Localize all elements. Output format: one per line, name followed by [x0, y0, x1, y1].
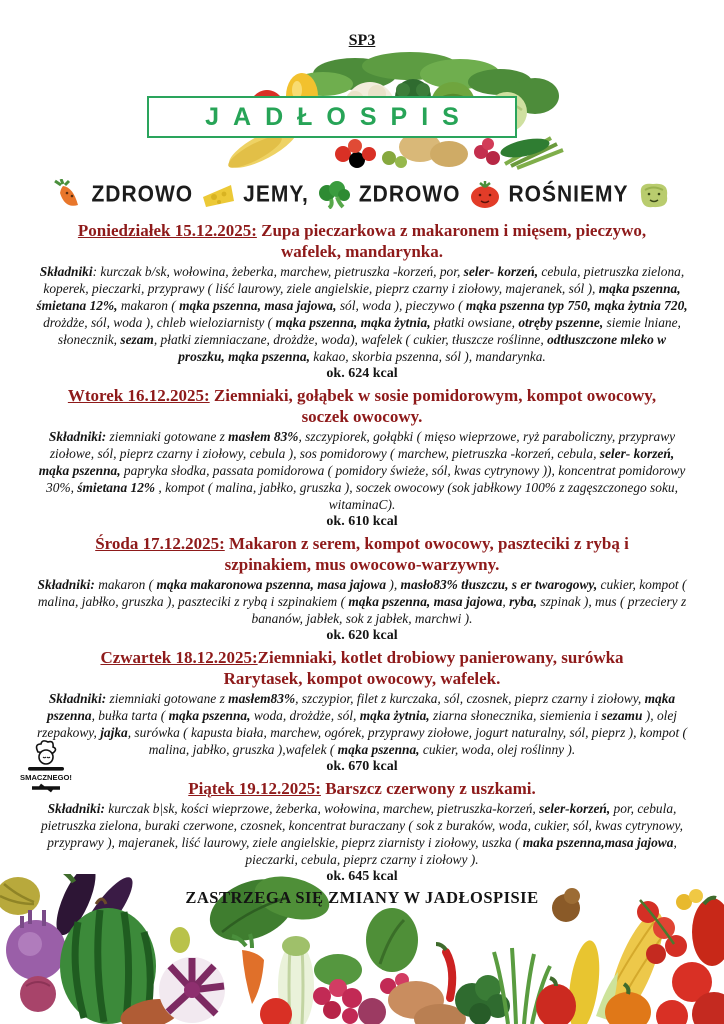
day-date: Środa 17.12.2025:	[95, 534, 225, 553]
day-title	[34, 220, 690, 262]
menu-title: JADŁOSPIS	[205, 102, 473, 131]
day-wednesday	[34, 533, 690, 645]
day-dishes: Barszcz czerwony z uszkami.	[320, 779, 536, 798]
cabbage-icon	[637, 180, 671, 210]
smacznego-stamp	[20, 740, 72, 800]
day-dishes: Ziemniaki, kotlet drobiowy panierowany, surówka Rarytasek, kompot owocowy, wafelek.	[223, 648, 624, 688]
day-ingredients: Składniki: ziemniaki gotowane z masłem83%, szczypior, filet z kurczaka, sól, czosnek, pieprz czarny i ziołowy, mąka pszenna, bułka tarta ( mąka pszenna, woda, drożdże, sól, mąka żytnia, ziarna słonecznika, siemienia i sezamu ), olej rzepakowy, jajka, surówka ( kapusta biała, marchew, ogórek, przyprawy ziołowe, jogurt naturalny, sól, pieprz ), kompot ( malina, jabłko, gruszka ),wafelek ( mąka pszenna, cukier, woda, olej roślinny ).	[36, 691, 688, 757]
day-dishes: Makaron z serem, kompot owocowy, paszteciki z rybą i szpinakiem, mus owocowo-warzywny.	[224, 534, 629, 574]
day-title	[34, 647, 690, 689]
day-title	[34, 533, 690, 575]
stamp-text: SMACZNEGO!	[20, 773, 72, 782]
motto-word: ZDROWO	[91, 181, 194, 208]
day-ingredients: Składniki: kurczak b|sk, kości wieprzowe, żeberka, wołowina, marchew, pietruszka-korzeń, seler-korzeń, por, cebula, pietruszka zielona, buraki czerwone, czosnek, koncentrat buraczany ( sok z buraków, woda, cukier, sól, kwas cytrynowy, przyprawy ), majeranek, liść laurowy, ziele angielskie, pieprz ziarnisty i ziołowy, uszka ( maka pszenna,masa jajowa, pieczarki, cebula, pieprz czarny i ziołowy ).	[40, 801, 684, 867]
day-date: Poniedziałek 15.12.2025:	[77, 221, 257, 240]
day-ingredients: Składniki: kurczak b/sk, wołowina, żeberka, marchew, pietruszka -korzeń, por, seler- korzeń, cebula, pietruszka zielona, koperek, pieczarki, przyprawy ( liść laurowy, ziele angielskie, pieprz czarny i ziołowy, majeranek, sól ), mąka pszenna, śmietana 12%, makaron ( mąka pszenna, masa jajowa, sól, woda ), pieczywo ( mąka pszenna typ 750, mąka żytnia 720, drożdże, sól, woda ), chleb wieloziarnisty ( mąka pszenna, mąka żytnia, płatki owsiane, otręby pszenne, siemie lniane, słonecznik, sezam, płatki ziemniaczane, drożdże, woda), wafelek ( cukier, tłuszcze roślinne, odtłuszczone mleko w proszku, mąka pszenna, kakao, skorbia pszenna, sól ), mandarynka.	[36, 264, 688, 364]
day-ingredients: Składniki: makaron ( mąka makaronowa pszenna, masa jajowa ), masło83% tłuszczu, s er twarogowy, cukier, kompot ( malina, jabłko, gruszka ), paszteciki z rybą i szpinakiem ( mąka pszenna, masa jajowa, ryba, szpinak ), mus ( przeciery z bananów, jabłek, sok z jabłek, marchwi ).	[37, 577, 687, 626]
day-dishes: Ziemniaki, gołąbek w sosie pomidorowym, kompot owocowy, soczek owocowy.	[209, 386, 657, 426]
day-kcal: ok. 610 kcal	[326, 514, 398, 529]
day-title	[34, 778, 690, 799]
school-code: SP3	[348, 32, 376, 49]
menu-body	[0, 212, 724, 908]
motto-word: ZDROWO	[358, 181, 461, 208]
cheese-icon	[201, 182, 235, 208]
day-tuesday	[34, 385, 690, 531]
motto-row	[0, 178, 724, 212]
day-kcal: ok. 670 kcal	[326, 759, 398, 774]
day-kcal: ok. 645 kcal	[326, 869, 398, 884]
day-monday	[34, 220, 690, 383]
day-dishes: Zupa pieczarkowa z makaronem i mięsem, pieczywo, wafelek, mandarynka.	[256, 221, 647, 261]
day-ingredients: Składniki: ziemniaki gotowane z masłem 83%, szczypiorek, gołąbki ( mięso wieprzowe, ryż paraboliczny, przyprawy ziołowe, sól, pieprz czarny i ziołowy, cebula ), sos pomidorowy ( marchew, pietruszka -korzeń, cebula, seler- korzeń, mąka pszenna, papryka słodka, passata pomidorowa ( pomidory świeże, sól, kwas cytrynowy )), koncentrat pomidorowy 30%, śmietana 12% , kompot ( malina, jabłko, gruszka ), soczek owocowy (sok jabłkowy 100% z zagęszczonego soku, witaminaC).	[38, 429, 686, 512]
broccoli-icon	[317, 181, 351, 209]
vegetable-banner	[147, 52, 577, 170]
motto-word: JEMY,	[243, 181, 309, 208]
motto-word: ROŚNIEMY	[508, 181, 629, 208]
day-date: Wtorek 16.12.2025:	[67, 386, 210, 405]
tomato-icon	[469, 181, 501, 209]
day-title	[34, 385, 690, 427]
day-kcal: ok. 620 kcal	[326, 628, 398, 643]
disclaimer-note: ZASTRZEGA SIĘ ZMIANY W JADŁOSPISIE	[185, 888, 539, 907]
day-date: Czwartek 18.12.2025:	[100, 648, 258, 667]
day-kcal: ok. 624 kcal	[326, 366, 398, 381]
day-friday	[34, 778, 690, 886]
menu-title-box	[147, 96, 517, 138]
day-thursday	[34, 647, 690, 776]
carrot-icon	[53, 179, 83, 211]
day-date: Piątek 19.12.2025:	[188, 779, 321, 798]
